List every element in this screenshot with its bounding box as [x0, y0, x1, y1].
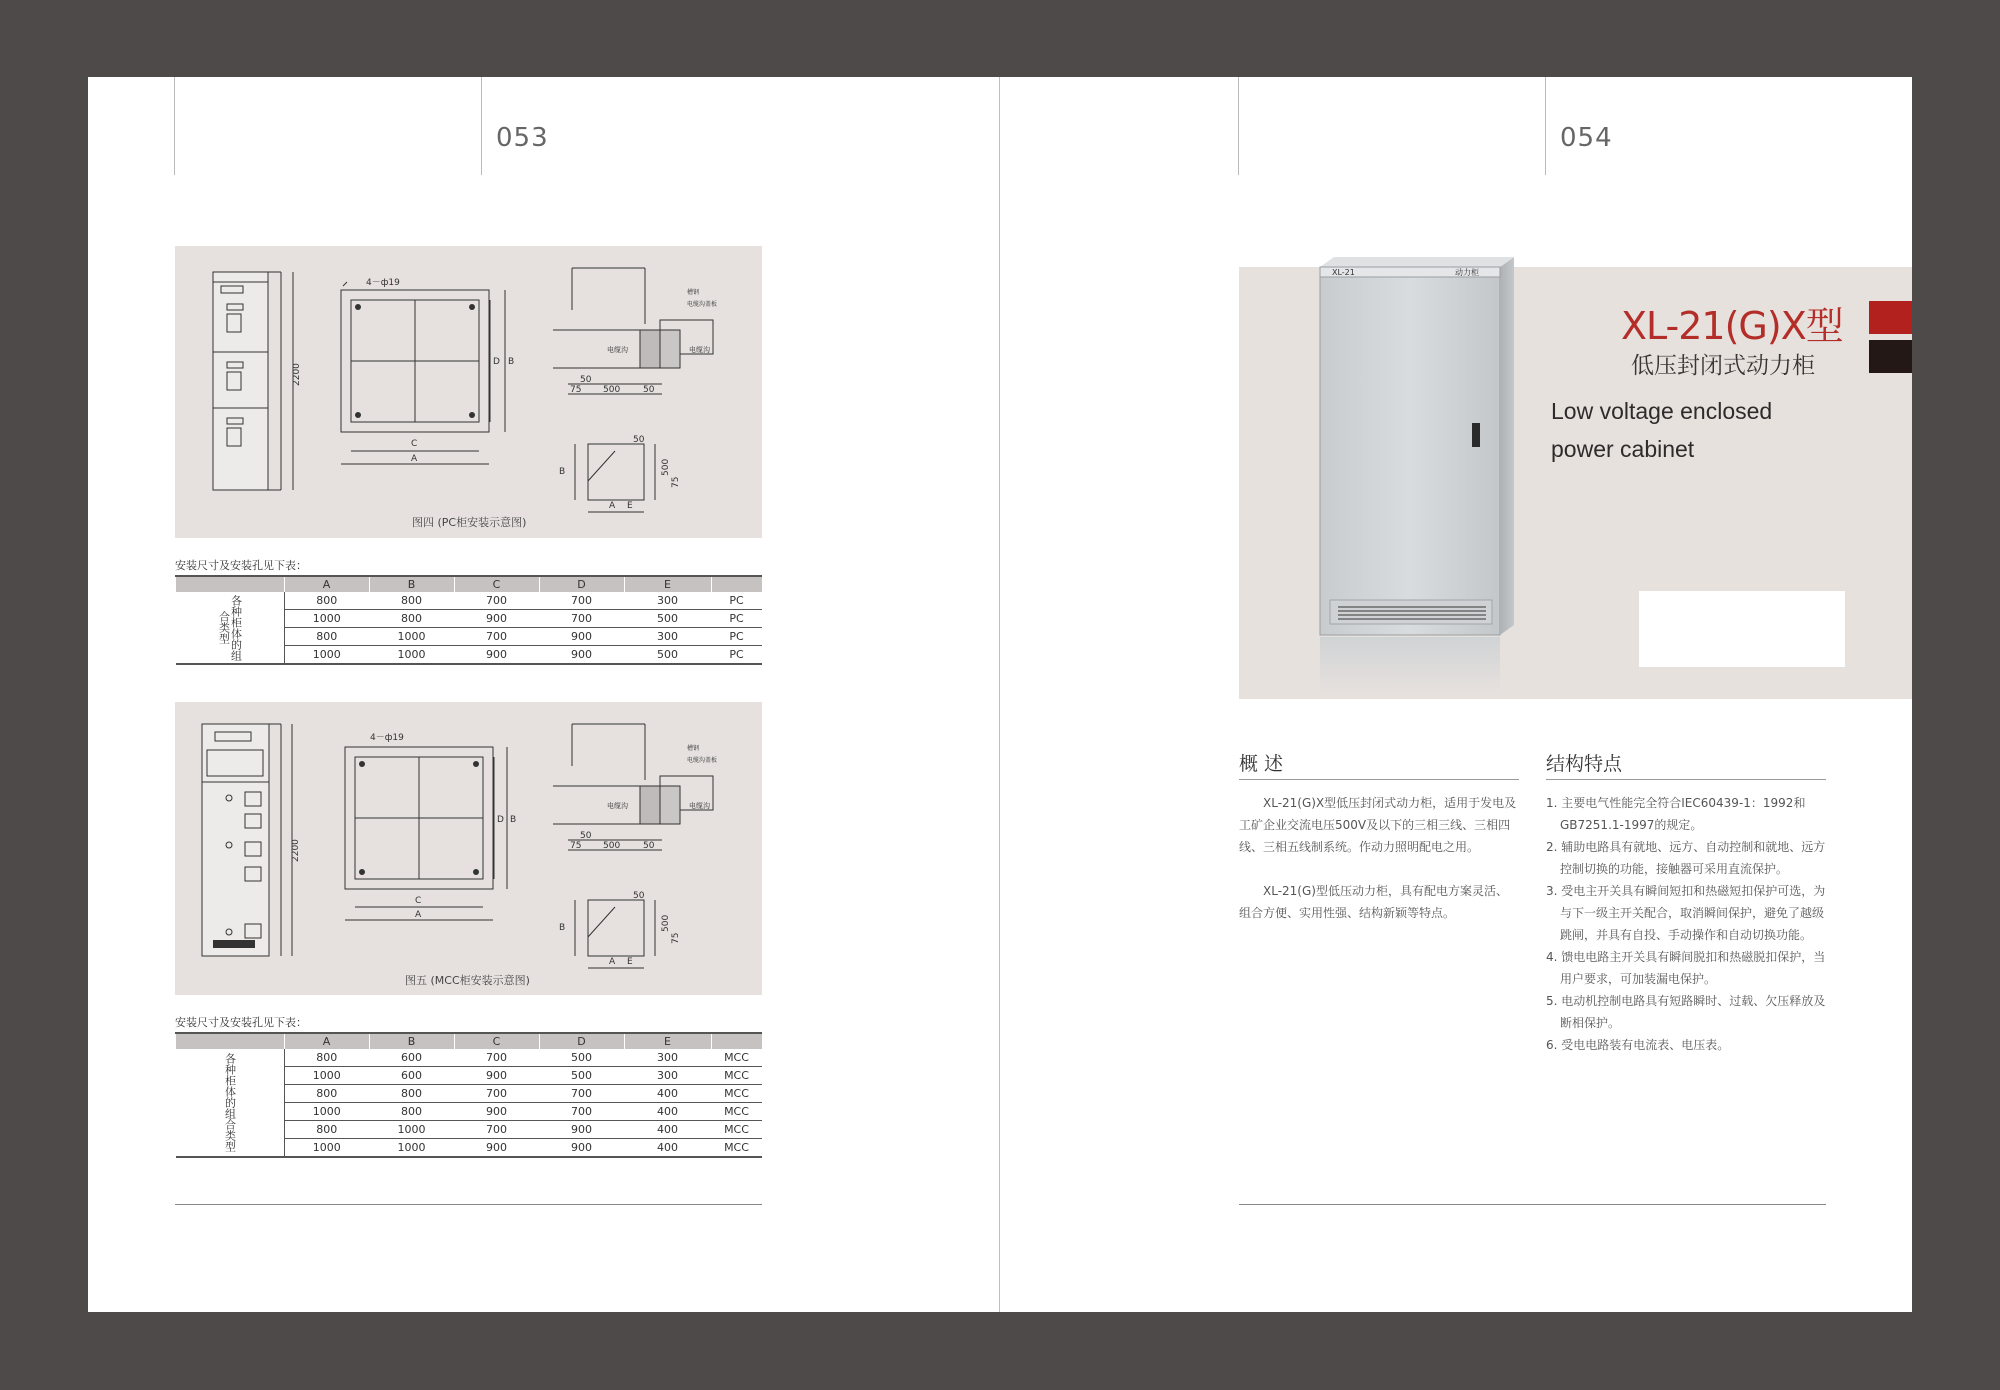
black-accent-bar [1869, 340, 1912, 373]
height-label: 2200 [292, 363, 302, 386]
overview-title: 概 述 [1239, 753, 1284, 775]
dim-d: D [493, 357, 500, 367]
overview-paragraph: XL-21(G)X型低压封闭式动力柜，适用于发电及工矿企业交流电压500V及以下的三相三线、三相四线、三相五线制系统。作动力照明配电之用。 [1239, 796, 1517, 854]
dim-c: C [411, 439, 418, 449]
features-title: 结构特点 [1546, 753, 1623, 775]
cable-trench-label: 电缆沟 [607, 802, 628, 810]
right-page [1000, 77, 1912, 1312]
cable-trench-label: 电缆沟 [607, 346, 628, 354]
product-name-en: Low voltage enclosed power cabinet [1551, 398, 1773, 462]
dim-a: A [415, 910, 422, 920]
features-list [1546, 792, 1826, 1056]
table-row: 1000 1000 900 900 500 PC [176, 646, 763, 665]
section-rule [1546, 779, 1826, 780]
product-model-title: XL-21(G)X型 [1621, 304, 1843, 348]
section-rule [1239, 779, 1519, 780]
table-row: 1000 800 900 700 500 PC [176, 610, 763, 628]
dim-75b: 75 [671, 476, 681, 488]
dim-a2: A [609, 501, 616, 511]
figure5-caption: 图五 (MCC柜安装示意图) [405, 974, 530, 987]
footer-rule [1239, 1204, 1826, 1205]
note-label: 槽钢 [687, 289, 700, 296]
list-item: 5. 电动机控制电路具有短路瞬时、过载、欠压释放及断相保护。 [1546, 994, 1826, 1030]
table-row: 800 800 700 700 400 MCC [176, 1085, 763, 1103]
figure4-caption: 图四 (PC柜安装示意图) [412, 516, 527, 529]
figure5-panel [175, 702, 762, 995]
red-accent-bar [1869, 301, 1912, 334]
list-item: 4. 馈电电路主开关具有瞬间脱扣和热磁脱扣保护，当用户要求，可加装漏电保护。 [1546, 950, 1826, 986]
holes-label: 4－ф19 [366, 278, 400, 288]
mcc-cabinet-install-drawing [175, 702, 762, 995]
figure4-panel [175, 246, 762, 538]
row-header: 各种柜体的组合类型 [176, 1049, 285, 1157]
dim-50c: 50 [633, 435, 645, 445]
dim-500: 500 [603, 385, 621, 395]
table-header: A B C D E [176, 1033, 763, 1049]
holes-label: 4－ф19 [370, 733, 404, 743]
dim-a: A [411, 454, 418, 464]
table-row: 1000 1000 900 900 400 MCC [176, 1139, 763, 1158]
page-number: 053 [496, 123, 549, 153]
dim-500b: 500 [661, 458, 671, 476]
dim-500: 500 [603, 841, 621, 851]
table2-label: 安装尺寸及安装孔见下表： [175, 1016, 307, 1029]
table-header: A B C D E [176, 576, 763, 592]
dim-a2: A [609, 957, 616, 967]
dim-e: E [627, 501, 633, 511]
cabinet-photo [1300, 245, 1520, 705]
cable-trench-label: 电缆沟 [689, 346, 710, 354]
table-row: 1000 600 900 500 300 MCC [176, 1067, 763, 1085]
dim-b: B [508, 357, 515, 367]
page-number: 054 [1560, 123, 1613, 153]
header-rule [174, 77, 175, 175]
header-rule [481, 77, 482, 175]
list-item: 2. 辅助电路具有就地、远方、自动控制和就地、远方控制切换的功能，接触器可采用直流保护。 [1546, 840, 1826, 876]
note-label: 电缆沟盖板 [687, 301, 718, 308]
dim-75: 75 [570, 385, 582, 395]
dim-d: D [497, 815, 504, 825]
overview-text [1239, 792, 1519, 946]
table-row: 800 1000 700 900 400 MCC [176, 1121, 763, 1139]
dim-c: C [415, 896, 422, 906]
dim-b2: B [559, 467, 566, 477]
header-rule [1238, 77, 1239, 175]
table1-label: 安装尺寸及安装孔见下表： [175, 559, 307, 572]
dim-500b: 500 [661, 914, 671, 932]
note-label: 槽钢 [687, 745, 700, 752]
mcc-dimension-table [175, 1032, 762, 1158]
cabinet-label: 动力柜 [1455, 268, 1479, 277]
pc-cabinet-install-drawing [175, 246, 762, 538]
header-rule [1545, 77, 1546, 175]
footer-rule [175, 1204, 762, 1205]
dim-50: 50 [580, 831, 592, 841]
door-handle [1472, 423, 1480, 447]
table-row: 800 1000 700 900 300 PC [176, 628, 763, 646]
product-name-cn: 低压封闭式动力柜 [1631, 353, 1815, 379]
dim-e: E [627, 957, 633, 967]
list-item: 6. 受电电路装有电流表、电压表。 [1546, 1038, 1730, 1052]
dim-75: 75 [570, 841, 582, 851]
table-row: 各种柜体的组合类型 800 800 700 700 300 PC [176, 592, 763, 610]
row-header: 各种柜体的组合类型 [176, 592, 285, 664]
left-page [88, 77, 999, 1312]
pc-dimension-table [175, 575, 762, 665]
table-row: 各种柜体的组合类型 800 600 700 500 300 MCC [176, 1049, 763, 1067]
dim-50b: 50 [643, 841, 655, 851]
list-item: 1. 主要电气性能完全符合IEC60439-1：1992和GB7251.1-1997的规定。 [1546, 796, 1806, 832]
dim-75b: 75 [671, 932, 681, 944]
cable-trench-label: 电缆沟 [689, 802, 710, 810]
dim-50b: 50 [643, 385, 655, 395]
cabinet-label: XL-21 [1332, 268, 1355, 277]
dim-50: 50 [580, 375, 592, 385]
dim-50c: 50 [633, 891, 645, 901]
dim-b2: B [559, 923, 566, 933]
note-label: 电缆沟盖板 [687, 757, 718, 764]
height-label: 2200 [291, 839, 301, 862]
white-box [1639, 591, 1845, 667]
dim-b: B [510, 815, 517, 825]
table-row: 1000 800 900 700 400 MCC [176, 1103, 763, 1121]
overview-paragraph: XL-21(G)型低压动力柜，具有配电方案灵活、组合方便、实用性强、结构新颖等特点。 [1239, 884, 1508, 920]
list-item: 3. 受电主开关具有瞬间短扣和热磁短扣保护可选，为与下一级主开关配合，取消瞬间保护，避免了越级跳闸，并具有自投、手动操作和自动切换功能。 [1546, 884, 1826, 942]
